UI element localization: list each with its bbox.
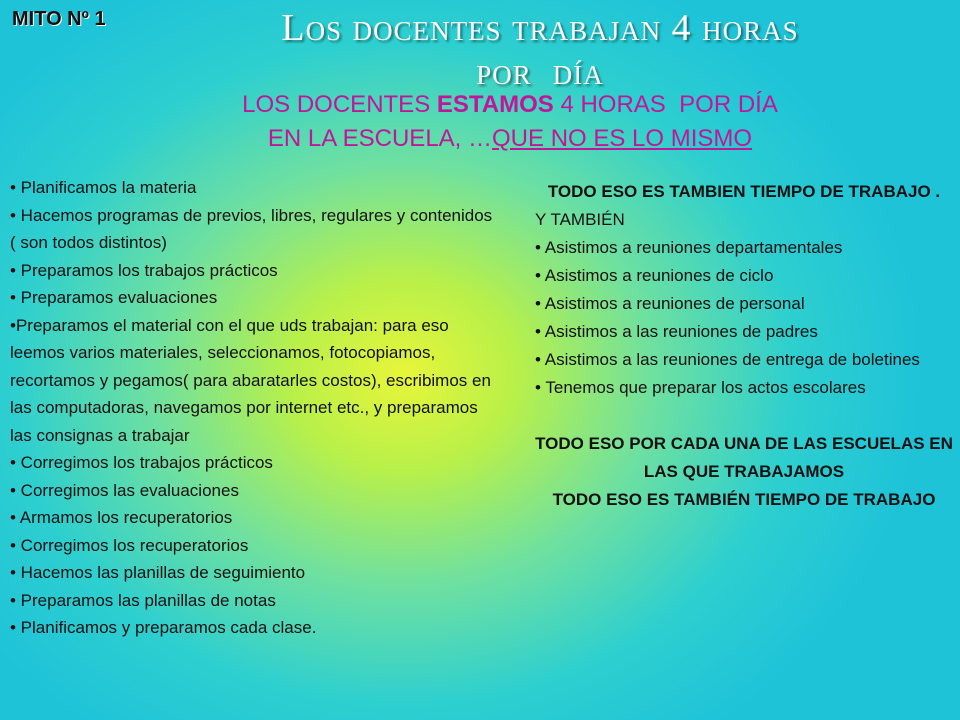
list-item: • Asistimos a las reuniones de padres bbox=[535, 322, 818, 341]
subtitle-underlined: QUE NO ES LO MISMO bbox=[492, 125, 753, 152]
subtitle bbox=[160, 88, 860, 156]
main-title-line2: por día bbox=[476, 51, 604, 93]
subtitle-emphasis: ESTAMOS bbox=[436, 91, 554, 118]
list-item: • Asistimos a reuniones de personal bbox=[535, 294, 805, 313]
closing-statement-2: TODO ESO ES TAMBIÉN TIEMPO DE TRABAJO bbox=[552, 490, 936, 509]
list-item: • Corregimos los trabajos prácticos bbox=[10, 453, 273, 472]
meetings-list bbox=[535, 234, 953, 402]
spacer bbox=[535, 402, 953, 430]
list-item: • Asistimos a reuniones departamentales bbox=[535, 238, 843, 257]
list-item: • Preparamos las planillas de notas bbox=[10, 590, 276, 610]
subtitle-line2 bbox=[160, 122, 860, 156]
subtitle-line2-prefix: EN LA ESCUELA, … bbox=[267, 125, 493, 152]
list-item: • Asistimos a las reuniones de entrega de boletines bbox=[535, 350, 920, 369]
list-item: • Armamos los recuperatorios bbox=[10, 508, 233, 527]
list-item: • Corregimos los recuperatorios bbox=[10, 535, 249, 555]
right-column bbox=[535, 178, 953, 514]
list-item: • Corregimos las evaluaciones bbox=[10, 480, 239, 500]
subtitle-text-end: 4 HORAS POR DÍA bbox=[553, 91, 778, 118]
right-heading: TODO ESO ES TAMBIEN TIEMPO DE TRABAJO . bbox=[547, 182, 941, 201]
main-title-line1: Los docentes trabajan 4 horas bbox=[281, 7, 799, 49]
mito-label: MITO Nº 1 bbox=[12, 8, 106, 30]
closing-statement: TODO ESO POR CADA UNA DE LAS ESCUELAS EN LAS QUE TRABAJAMOS bbox=[535, 434, 953, 481]
subtitle-line1 bbox=[160, 88, 860, 122]
main-title bbox=[160, 6, 920, 94]
list-item: • Preparamos evaluaciones bbox=[10, 288, 218, 307]
list-item: • Hacemos las planillas de seguimiento bbox=[10, 563, 306, 582]
list-item: • Tenemos que preparar los actos escolares bbox=[535, 378, 866, 397]
list-item: • Hacemos programas de previos, libres, regulares y contenidos ( son todos distintos) bbox=[10, 205, 493, 252]
list-item: •Preparamos el material con el que uds trabajan: para eso leemos varios materiales, seleccionamos, fotocopiamos, recortamos y pegamos( para abaratarles costos), escribimos en las computadoras, navegamos por internet etc., y preparamos las consignas a trabajar bbox=[10, 315, 491, 445]
tasks-list bbox=[10, 174, 500, 642]
list-item: • Planificamos la materia bbox=[10, 178, 197, 197]
also-label: Y TAMBIÉN bbox=[535, 210, 625, 229]
subtitle-text: LOS DOCENTES bbox=[242, 91, 437, 118]
list-item: • Asistimos a reuniones de ciclo bbox=[535, 266, 774, 285]
list-item: • Preparamos los trabajos prácticos bbox=[10, 260, 278, 280]
list-item: • Planificamos y preparamos cada clase. bbox=[10, 618, 317, 637]
